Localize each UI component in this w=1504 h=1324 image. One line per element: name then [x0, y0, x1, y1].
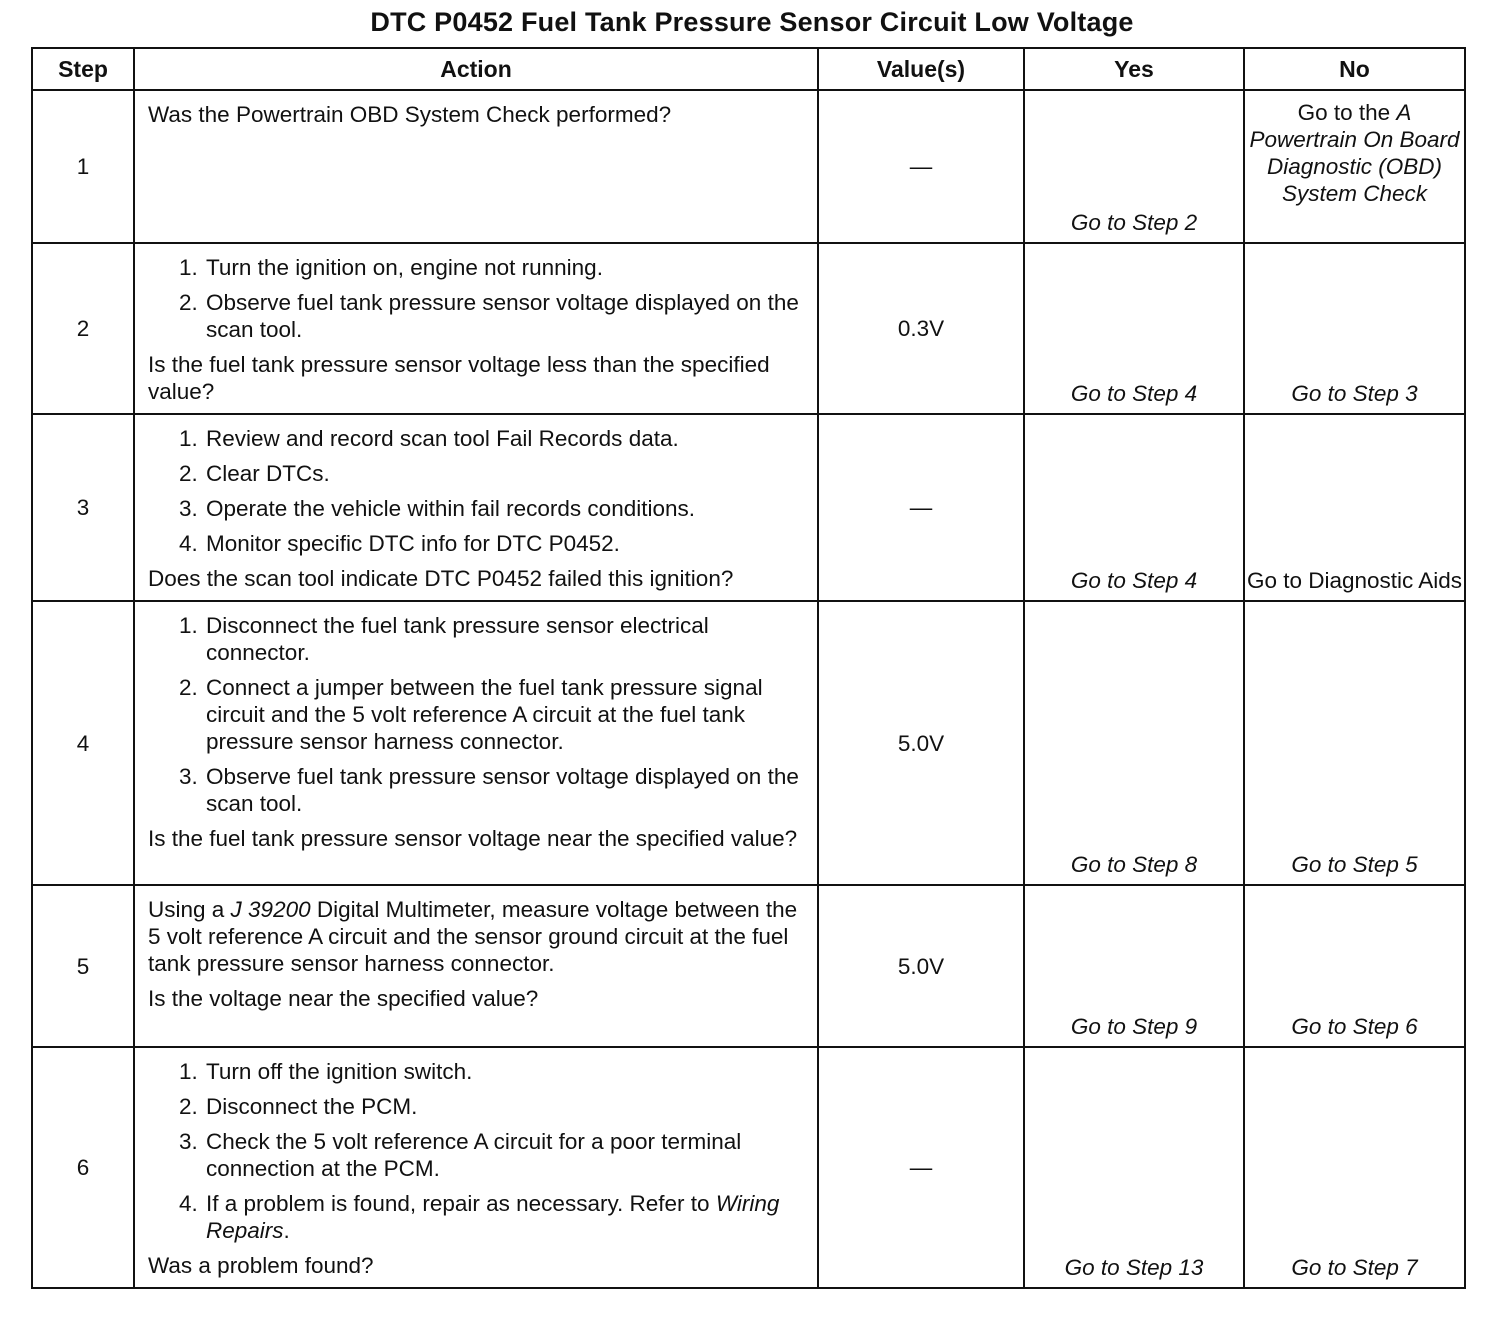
step-number: 6 [32, 1047, 134, 1288]
value-text: — [909, 495, 933, 520]
header-action: Action [134, 48, 818, 90]
page-title: DTC P0452 Fuel Tank Pressure Sensor Circuit Low Voltage [370, 7, 1134, 37]
no-link-italic[interactable]: A Powertrain On Board Diagnostic (OBD) System Check [1249, 100, 1460, 206]
action-step: 2. Disconnect the PCM. [204, 1093, 807, 1120]
yes-link[interactable]: Go to Step 2 [1070, 210, 1198, 235]
action-step: 3. Operate the vehicle within fail records conditions. [204, 495, 807, 522]
value-cell [818, 243, 1024, 414]
table-row-step-6 [32, 1047, 1465, 1288]
yes-cell [1024, 414, 1244, 601]
action-instruction [148, 896, 807, 977]
value-cell [818, 885, 1024, 1047]
table-row-step-3 [32, 414, 1465, 601]
table-row-step-4 [32, 601, 1465, 885]
action-question: Is the fuel tank pressure sensor voltage near the specified value? [148, 826, 798, 851]
action-steps-list [148, 1058, 807, 1244]
value-text: 5.0V [897, 953, 945, 979]
action-step: 1. Review and record scan tool Fail Records data. [204, 425, 807, 452]
no-cell [1244, 1047, 1465, 1288]
yes-link[interactable]: Go to Step 4 [1070, 381, 1198, 406]
yes-cell [1024, 90, 1244, 243]
header-row [32, 48, 1465, 90]
no-cell [1244, 601, 1465, 885]
step-number: 4 [32, 601, 134, 885]
no-cell [1244, 243, 1465, 414]
yes-link[interactable]: Go to Step 9 [1070, 1014, 1198, 1039]
yes-cell [1024, 1047, 1244, 1288]
instruction-prefix: Using a [148, 897, 231, 922]
yes-link[interactable]: Go to Step 8 [1070, 852, 1198, 877]
action-question: Does the scan tool indicate DTC P0452 failed this ignition? [148, 566, 734, 591]
table-row-step-5 [32, 885, 1465, 1047]
action-step: 2. Observe fuel tank pressure sensor voltage displayed on the scan tool. [204, 289, 807, 343]
diagnostic-table [31, 47, 1466, 1289]
repair-text: If a problem is found, repair as necessary. Refer to [206, 1191, 716, 1216]
value-text: 5.0V [897, 730, 945, 756]
no-cell [1244, 90, 1465, 243]
value-cell [818, 414, 1024, 601]
no-link[interactable]: Go to Step 7 [1291, 1255, 1418, 1280]
action-step: 3. Check the 5 volt reference A circuit for a poor terminal connection at the PCM. [204, 1128, 807, 1182]
action-question: Is the fuel tank pressure sensor voltage less than the specified value? [148, 352, 770, 404]
action-cell [134, 243, 818, 414]
header-step: Step [32, 48, 134, 90]
no-link[interactable]: Go to Diagnostic Aids [1246, 568, 1463, 593]
action-step: 2. Clear DTCs. [204, 460, 807, 487]
action-cell [134, 90, 818, 243]
action-question: Was a problem found? [148, 1253, 374, 1278]
step-number: 2 [32, 243, 134, 414]
value-cell [818, 601, 1024, 885]
value-cell [818, 90, 1024, 243]
instruction-rest: Digital Multimeter, measure voltage between the 5 volt reference A circuit and the sensor ground circuit at the fuel tank pressure sensor harness connector. [148, 897, 798, 976]
action-steps-list [148, 254, 807, 343]
tool-reference: J 39200 [230, 897, 311, 922]
action-step [204, 1190, 807, 1244]
action-step: 1. Turn the ignition on, engine not running. [204, 254, 807, 281]
action-step: 2. Connect a jumper between the fuel tank pressure signal circuit and the 5 volt reference A circuit at the fuel tank pressure sensor harness connector. [204, 674, 807, 755]
no-link[interactable]: Go to Step 3 [1291, 381, 1418, 406]
yes-link[interactable]: Go to Step 13 [1064, 1255, 1204, 1280]
action-cell [134, 601, 818, 885]
action-step: 4. Monitor specific DTC info for DTC P0452. [204, 530, 807, 557]
step-number: 3 [32, 414, 134, 601]
action-cell [134, 885, 818, 1047]
value-text: — [909, 154, 933, 179]
no-link[interactable]: Go to Step 5 [1291, 852, 1418, 877]
table-row-step-2 [32, 243, 1465, 414]
table-row-step-1 [32, 90, 1465, 243]
action-step: 1. Disconnect the fuel tank pressure sensor electrical connector. [204, 612, 807, 666]
no-link[interactable]: Go to Step 6 [1291, 1014, 1418, 1039]
action-question: Was the Powertrain OBD System Check performed? [148, 102, 672, 127]
header-no: No [1244, 48, 1465, 90]
value-cell [818, 1047, 1024, 1288]
action-steps-list [148, 612, 807, 817]
header-yes: Yes [1024, 48, 1244, 90]
repair-suffix: . [283, 1218, 290, 1243]
yes-cell [1024, 243, 1244, 414]
wiring-repairs-link[interactable]: Wiring Repairs [206, 1191, 780, 1243]
no-link-prefix[interactable]: Go to the [1297, 100, 1397, 125]
value-text: 0.3V [897, 316, 945, 341]
yes-cell [1024, 601, 1244, 885]
header-values: Value(s) [818, 48, 1024, 90]
action-step: 3. Observe fuel tank pressure sensor voltage displayed on the scan tool. [204, 763, 807, 817]
yes-link[interactable]: Go to Step 4 [1070, 568, 1198, 593]
value-text: — [909, 1155, 933, 1180]
no-cell [1244, 885, 1465, 1047]
action-step: 1. Turn off the ignition switch. [204, 1058, 807, 1085]
action-cell [134, 414, 818, 601]
step-number: 5 [32, 885, 134, 1047]
action-question: Is the voltage near the specified value? [148, 986, 539, 1011]
yes-cell [1024, 885, 1244, 1047]
action-steps-list [148, 425, 807, 557]
step-number: 1 [32, 90, 134, 243]
no-cell [1244, 414, 1465, 601]
action-cell [134, 1047, 818, 1288]
